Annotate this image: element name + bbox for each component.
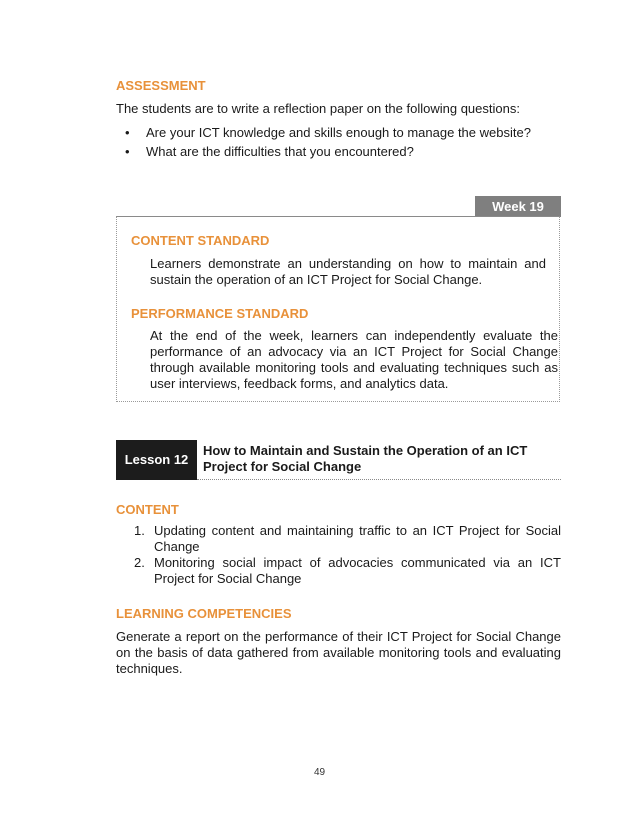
- learning-competencies-text: Generate a report on the performance of their ICT Project for Social Change on the basis of data gathered from available monitoring tools and evaluating techniques.: [116, 629, 561, 676]
- assessment-intro: The students are to write a reflection paper on the following questions:: [116, 101, 520, 116]
- assessment-question-list: [116, 123, 531, 161]
- content-standard-heading: CONTENT STANDARD: [131, 233, 270, 248]
- performance-standard-heading: PERFORMANCE STANDARD: [131, 306, 309, 321]
- question-text: What are the difficulties that you encountered?: [146, 144, 414, 159]
- bullet-icon: •: [125, 125, 130, 140]
- list-item: [116, 123, 531, 142]
- lesson-divider: [197, 479, 561, 480]
- assessment-heading: ASSESSMENT: [116, 78, 206, 93]
- page-number: 49: [313, 767, 326, 778]
- item-text: Monitoring social impact of advocacies communicated via an ICT Project for Social Change: [154, 555, 561, 586]
- item-text: Updating content and maintaining traffic to an ICT Project for Social Change: [154, 523, 561, 554]
- item-number: 2.: [134, 555, 145, 570]
- week-tab: Week 19: [475, 196, 561, 217]
- list-item: [116, 523, 561, 555]
- content-heading: CONTENT: [116, 502, 179, 517]
- question-text: Are your ICT knowledge and skills enough to manage the website?: [146, 125, 531, 140]
- list-item: [116, 555, 561, 587]
- performance-standard-text: At the end of the week, learners can independently evaluate the performance of an advocacy via an ICT Project for Social Change through available monitoring tools and evaluating techniques such as user interviews, feedback forms, and analytics data.: [150, 328, 558, 391]
- content-standard-text: Learners demonstrate an understanding on how to maintain and sustain the operation of an ICT Project for Social Change.: [150, 256, 546, 287]
- lesson-label: Lesson 12: [116, 440, 197, 480]
- learning-competencies-heading: LEARNING COMPETENCIES: [116, 606, 292, 621]
- content-list: [116, 523, 561, 587]
- item-number: 1.: [134, 523, 145, 538]
- list-item: [116, 142, 531, 161]
- bullet-icon: •: [125, 144, 130, 159]
- lesson-title: How to Maintain and Sustain the Operation of an ICT Project for Social Change: [203, 443, 528, 474]
